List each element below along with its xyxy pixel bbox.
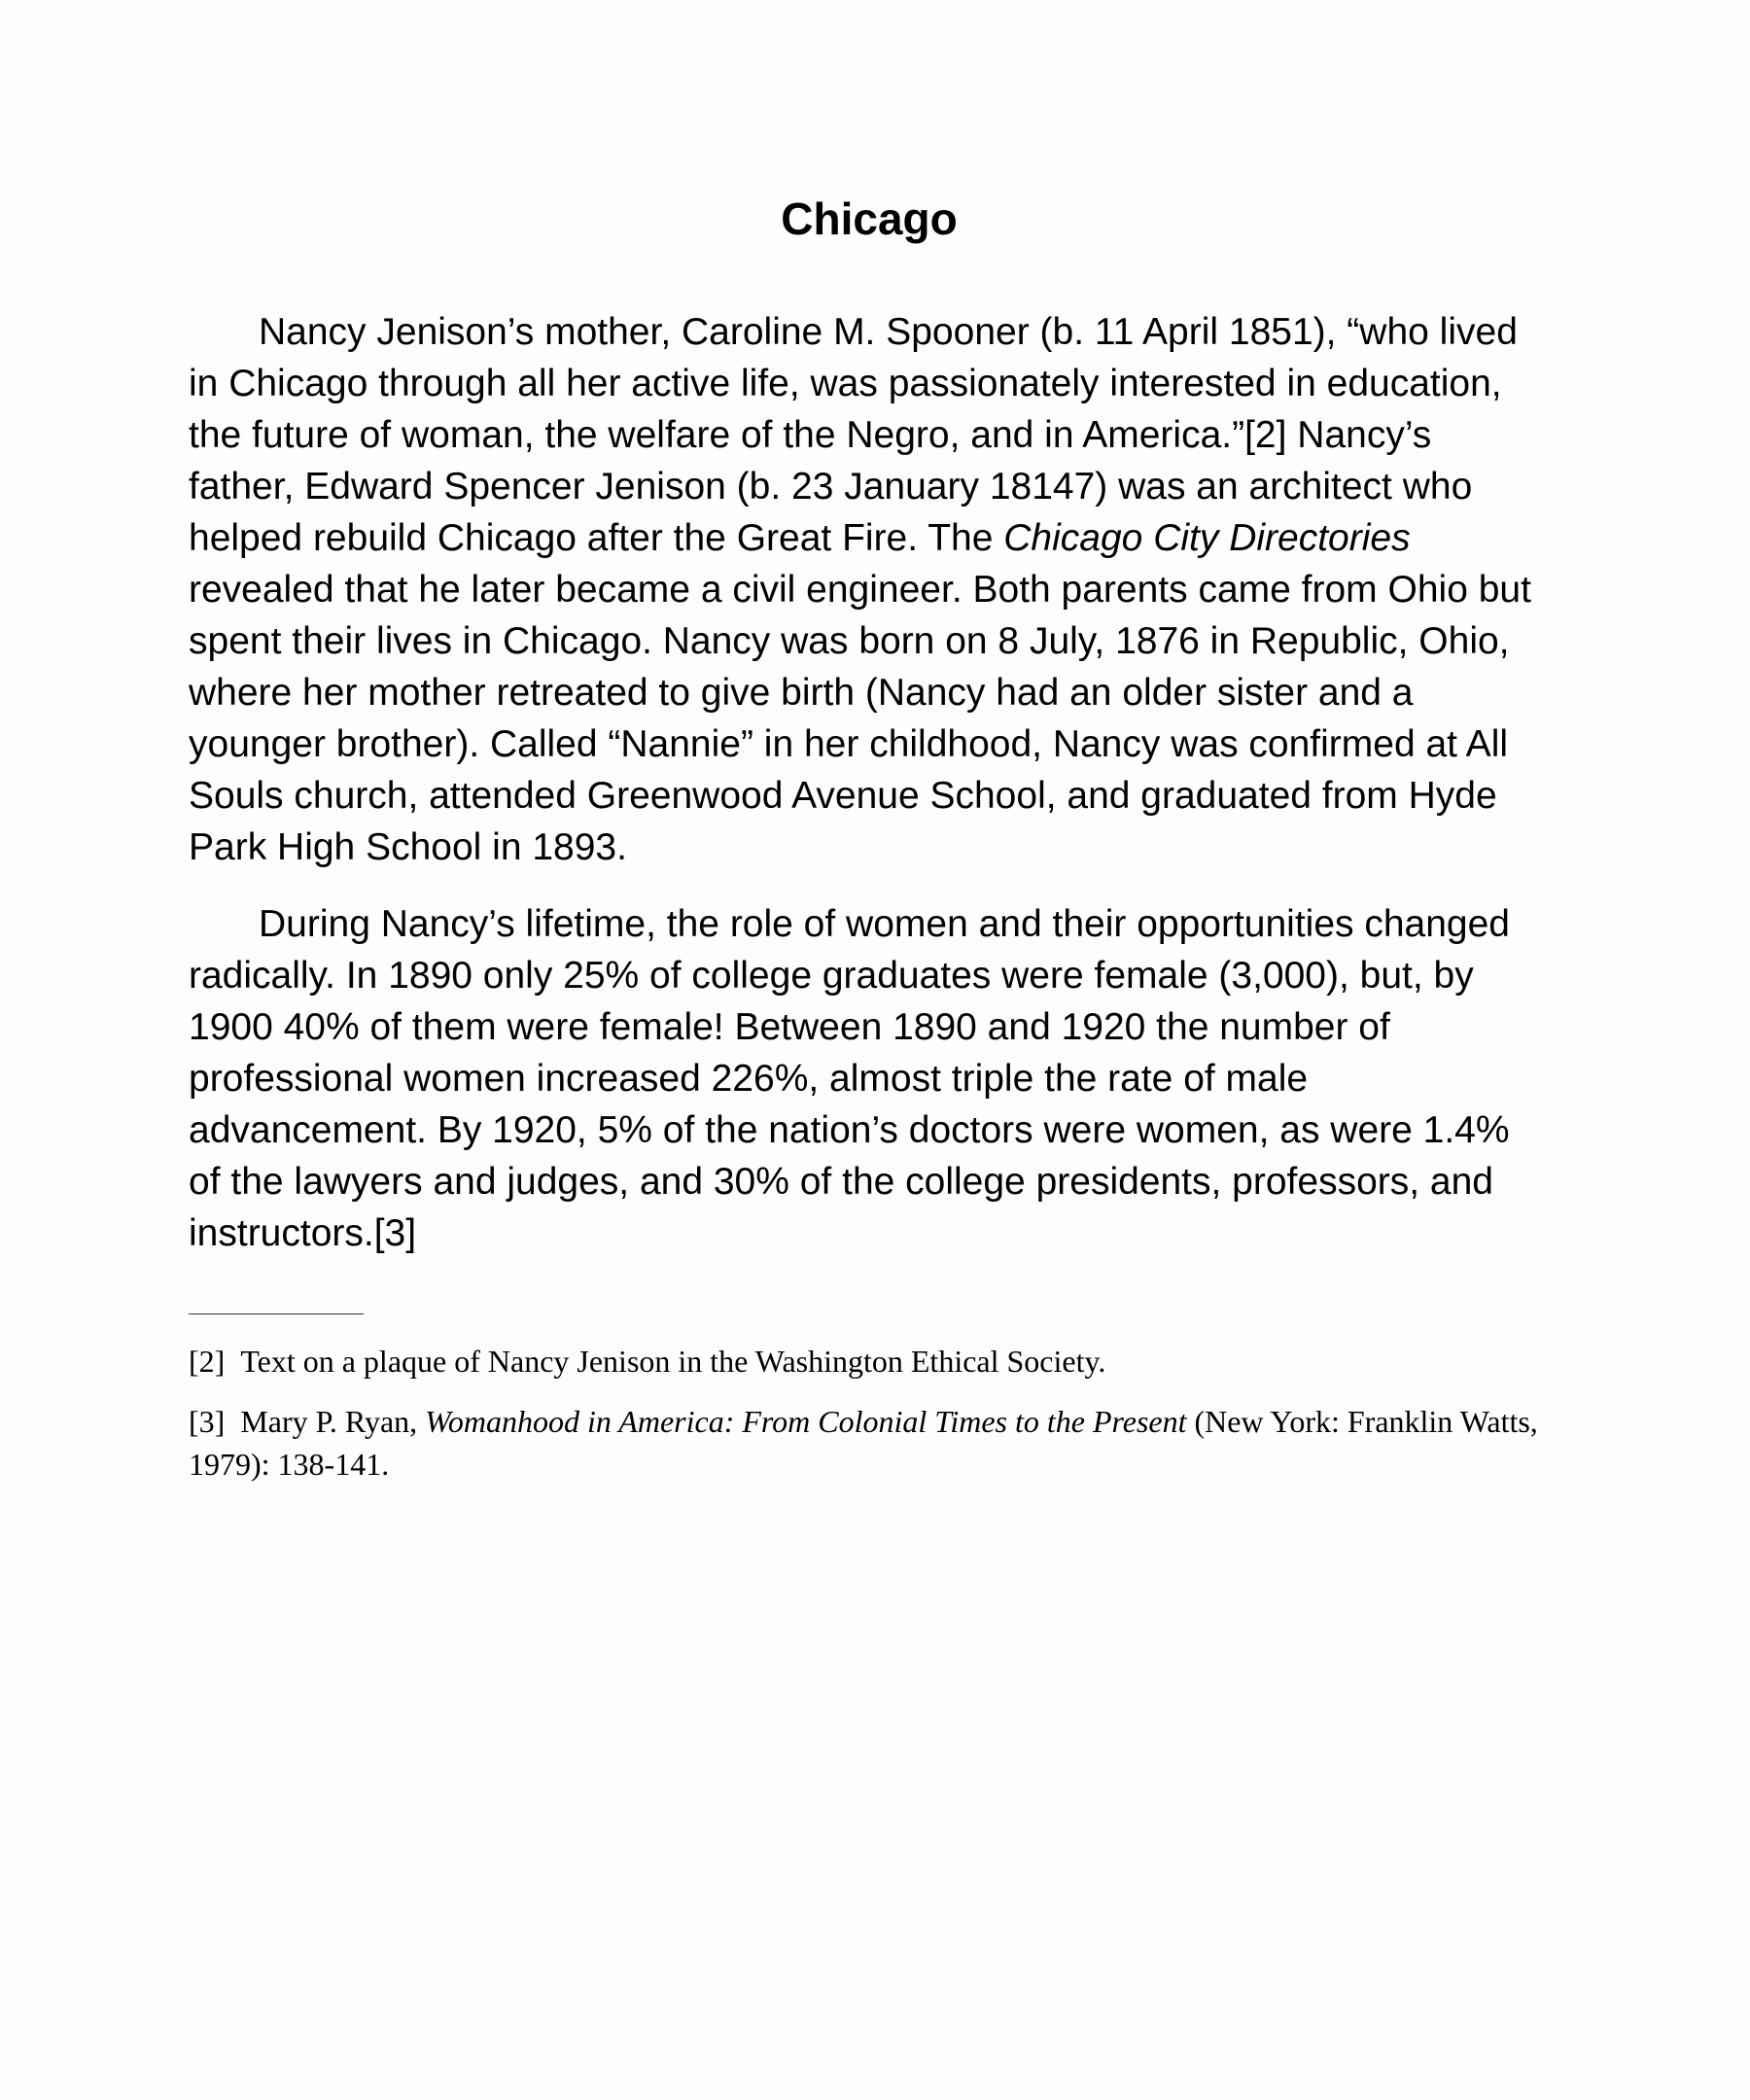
footnote-2 xyxy=(189,1340,1540,1382)
body-paragraph-2: During Nancy’s lifetime, the role of women and their opportunities changed radically. In 1890 only 25% of college graduates were female (3,000), but, by 1900 40% of them were female! Between 1890 and 1920 the number of professional women increased 226%, almost triple the rate of male advancement. By 1920, 5% of the nation’s doctors were women, as were 1.4% of the lawyers and judges, and 30% of the college presidents, professors, and instructors.[3] xyxy=(189,903,1510,1254)
body-paragraph-1 xyxy=(189,306,1540,873)
paragraph-1-italic-title: Chicago City Directories xyxy=(1003,517,1411,559)
footnote-3-text-end: (New York: Franklin Watts, 1979): 138-141. xyxy=(189,1404,1538,1482)
footnote-2-marker: [2] xyxy=(189,1344,226,1379)
page-title: Chicago xyxy=(781,193,958,244)
footnote-separator xyxy=(189,1313,364,1314)
footnote-3-marker: [3] xyxy=(189,1404,226,1439)
paragraph-1-text-start: Nancy Jenison’s mother, Caroline M. Spooner (b. 11 April 1851), “who lived in Chicago through all her active life, was passionately interested in education, the future of woman, the welfare of the Negro, and in America.”[2] Nancy’s father, Edward Spencer Jenison (b. 23 January 18147) was an architect who helped rebuild Chicago after the Great Fire. The xyxy=(189,311,1518,559)
document-page xyxy=(189,190,1540,1503)
footnote-3-italic-title: Womanhood in America: From Colonial Times to the Present xyxy=(425,1404,1187,1439)
footnote-3 xyxy=(189,1400,1540,1486)
footnote-2-text: Text on a plaque of Nancy Jenison in the Washington Ethical Society. xyxy=(240,1344,1106,1379)
paragraph-1-text-end: revealed that he later became a civil engineer. Both parents came from Ohio but spent their lives in Chicago. Nancy was born on 8 July, 1876 in Republic, Ohio, where her mother retreated to give birth (Nancy had an older sister and a younger brother). Called “Nannie” in her childhood, Nancy was confirmed at All Souls church, attended Greenwood Avenue School, and graduated from Hyde Park High School in 1893. xyxy=(189,569,1531,868)
footnote-3-text-start: Mary P. Ryan, xyxy=(240,1404,426,1439)
